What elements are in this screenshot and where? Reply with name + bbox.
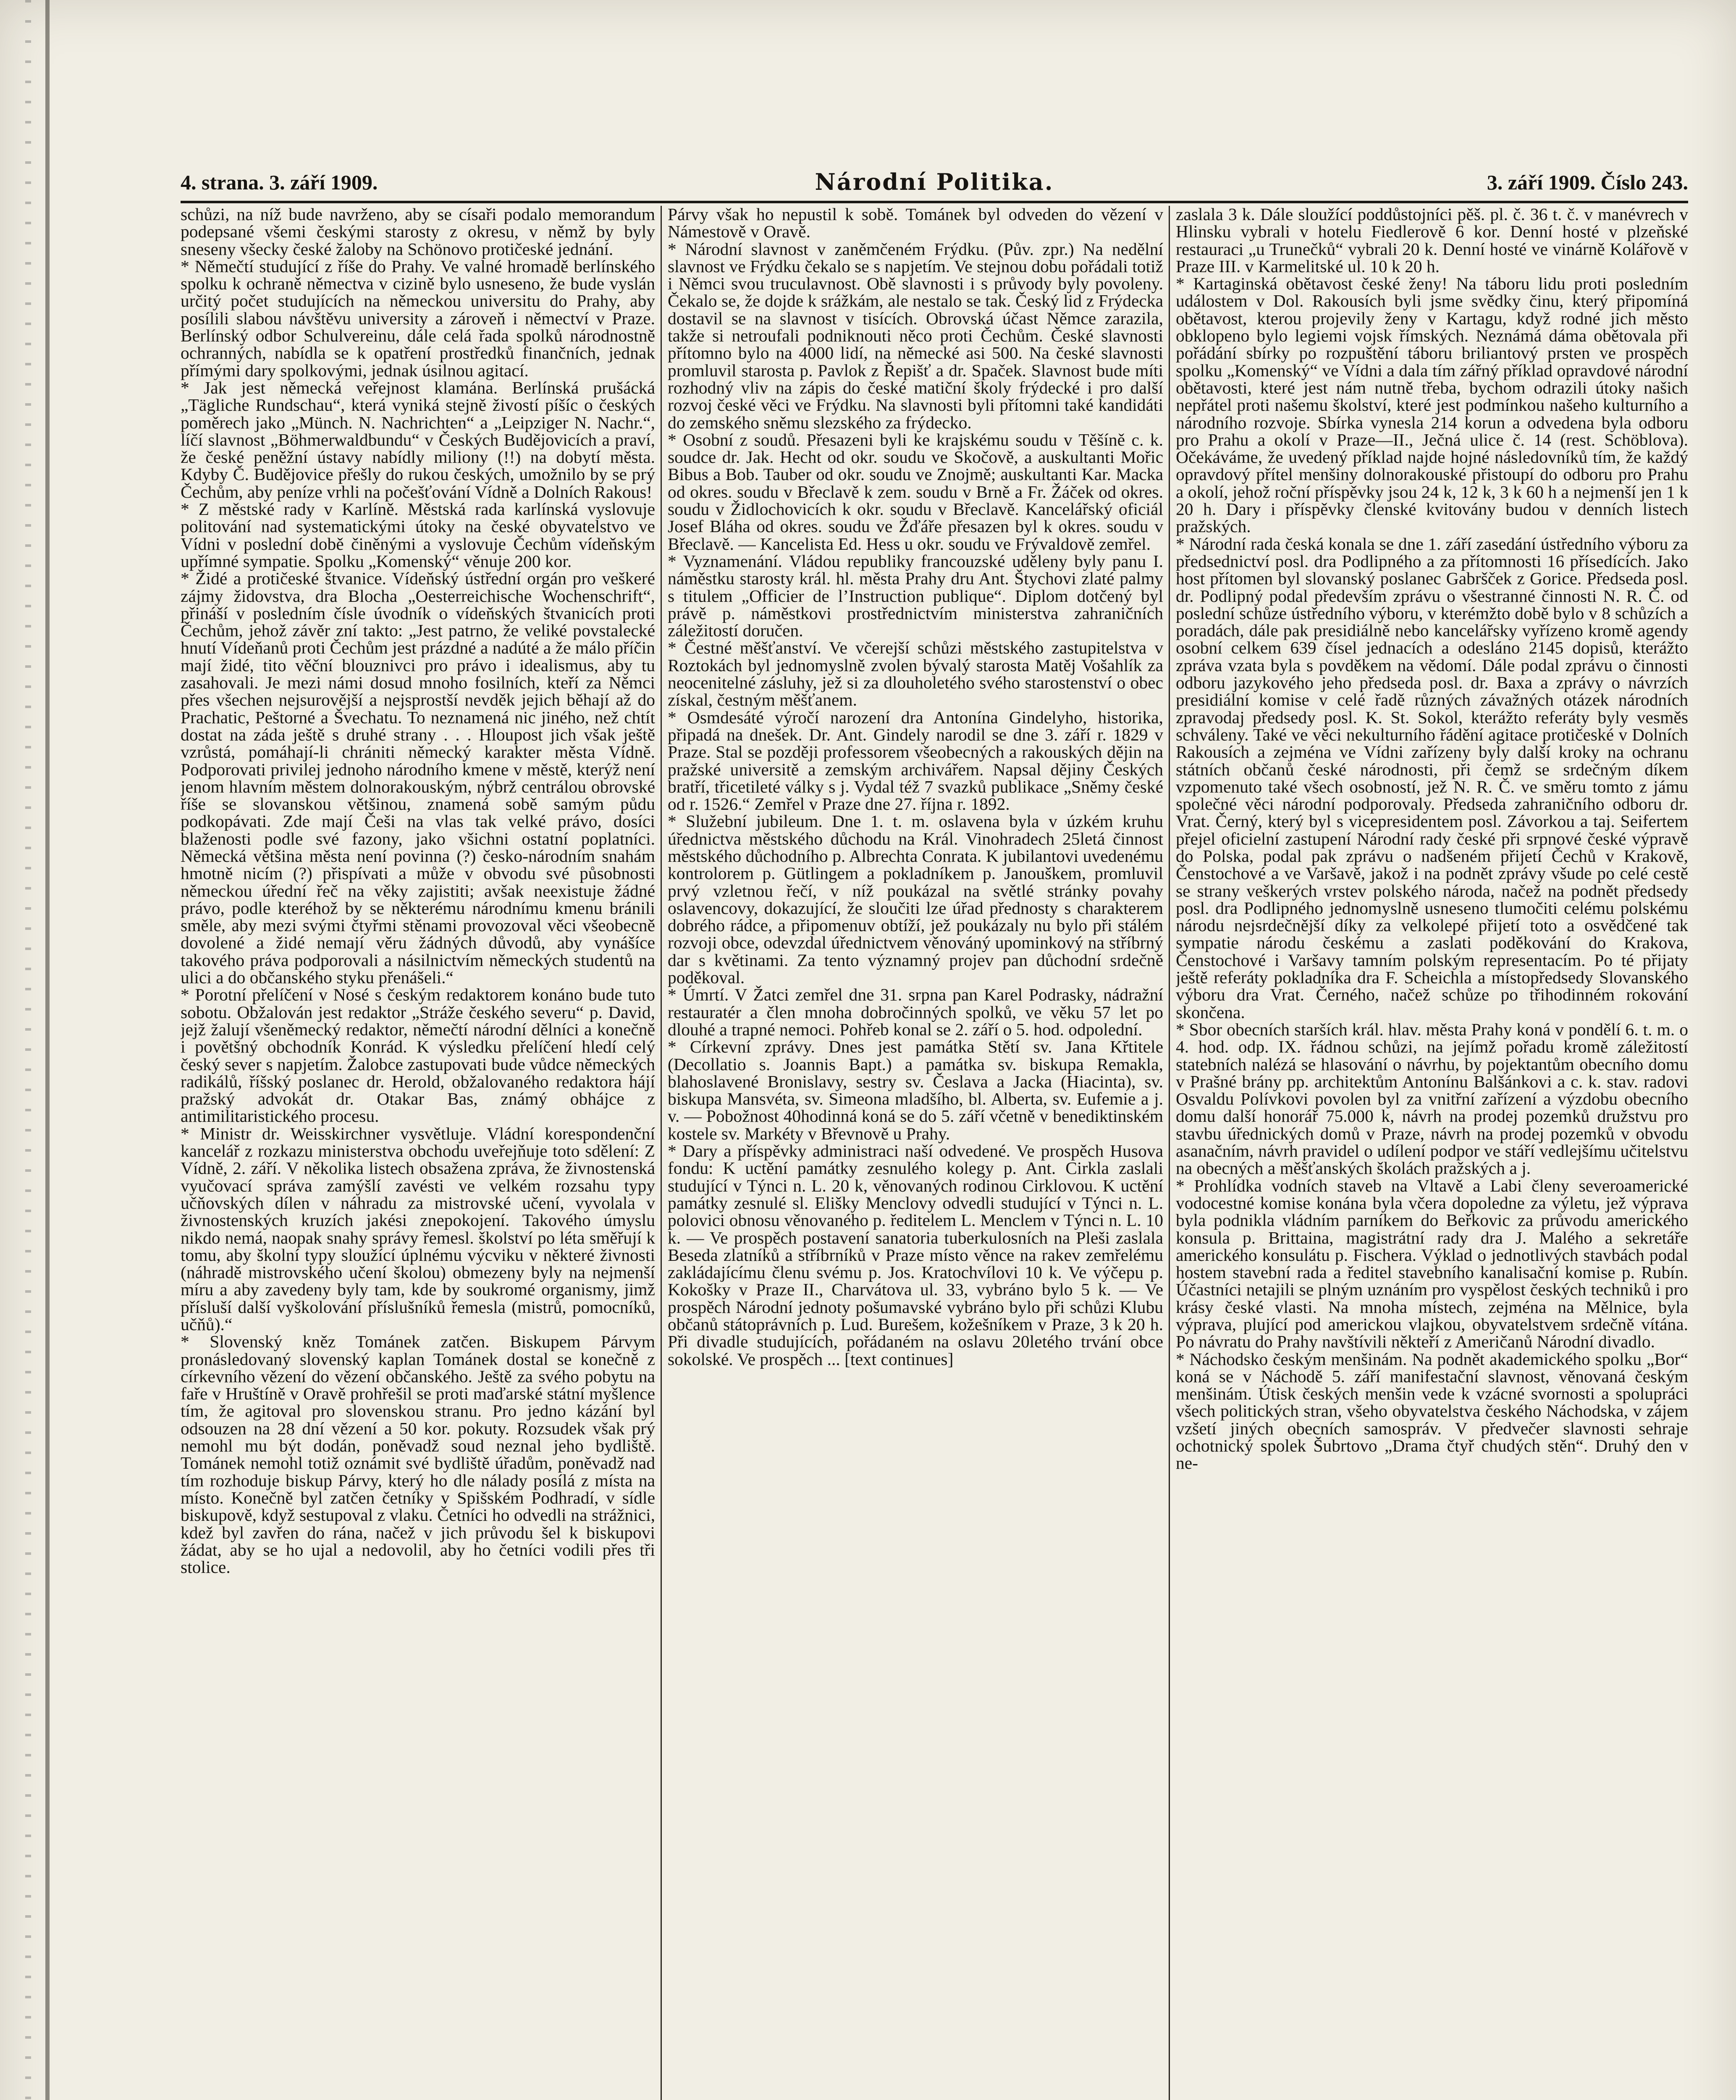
article-paragraph: * Služební jubileum. Dne 1. t. m. oslavena byla v úzkém kruhu úřednictva městského důchodu na Král. Vinohradech 25letá činnost městského důchodního p. Albrechta Conrata. K jubilantovi uvedenému kontrolorem p. Gütlingem a pokladníkem p. Janouškem, promluvil prvý vzletnou řečí, v níž poukázal na světlé stránky povahy oslavencovy, dokazující, že sloučiti lze úřad přednosty s charakterem dobrého rádce, a připomenuv obtíží, jež poukázaly nu bylo při stálém rozvoji obce, odevzdal úřednictvem věnováný upominkový na stříbrný dar s květinami. Za tento významný projev pan důchodní srdečně poděkoval. [668,811,1163,987]
header-rule [181,201,1688,203]
article-paragraph: * Vyznamenání. Vládou republiky francouzské uděleny byly panu I. náměstku starosty král. hl. města Prahy dru Ant. Štychovi zlaté palmy s titulem „Officier de l’Instruction publique“. Diplom dotčený byl právě p. náměstkovi prostřednictvím ministerstva zahraničních záležitostí doručen. [668,551,1163,640]
article-paragraph: * Osmdesáté výročí narození dra Antonína Gindelyho, historika, připadá na dnešek. Dr. Ant. Gindely narodil se dne 3. září r. 1829 v Praze. Stal se později professorem všeobecných a rakouských dějin na pražské universitě a zemským archivářem. Napsal dějiny Českých bratří, třicetileté války s j. Vydal též 7 svazků publikace „Sněmy české od r. 1526.“ Zemřel v Praze dne 27. října r. 1892. [668,707,1163,814]
article-paragraph: * Úmrtí. V Žatci zemřel dne 31. srpna pan Karel Podrasky, nádražní restauratér a člen mnoha dobročinných spolků, ve věku 57 let po dlouhé a trapné nemoci. Pohřeb konal se 2. září o 5. hod. odpolední. [668,985,1163,1039]
article-paragraph: * Židé a protičeské štvanice. Vídeňský ústřední orgán pro veškeré zájmy židovstva, dra Blocha „Oesterreichische Wochenschrift“, přináší v posledním čísle úvodník o vídeňských štvanicích proti Čechům, jehož závěr zní takto: „Jest patrno, že veliké povstalecké hnutí Vídeňanů proti Čechům jest prázdné a nadúté a že málo příčin mají židé, tito věční blouznivci pro právo i idealismus, aby tu zasahovali. Je mezi námi dosud mnoho fosilních, kteří za Němci přes všechen nejsurovější a nejsprostší nevděk jejich běhají až do Prachatic, Peštorné a Švechatu. To neznamená nic jiného, než chtít dostat na záda ještě s druhé strany . . . Hloupost jich však ještě vzrůstá, pomáhají-li chrániti německý karakter města Vídně. Podporovati privilej jednoho národního kmene v městě, kterýž není jenom hlavním městem dolnorakouským, nýbrž centrálou obrovské říše se slovanskou většinou, znamená sobě samým půdu podkopávati. Zde mají Češi na vlas tak velké právo, dosíci blaženosti podle své fazony, jako všichni ostatní poplatníci. Německá většina města není povinna (?) česko-národním snahám hmotně nicím (?) přispívati a může v obvodu své působnosti německou úřední řeč na věky zajistiti; avšak neexistuje žádné právo, podle kteréhož by se některému národnímu kmenu bránili směle, aby mezi svými čtyřmi stěnami provozoval věci všeobecně dovolené a židé nemají věru žádných důvodů, aby vynášíce takového práva podporovali a násilnictvím německých studentů na ulici a do občanského styku přenášeli.“ [181,569,655,987]
article-paragraph: * Ministr dr. Weisskirchner vysvětluje. Vládní korespondenční kancelář z rozkazu ministerstva obchodu uveřejňuje toto sdělení: Z Vídně, 2. září. V několika listech obsažena zpráva, že živnostenská vyučovací správa zamýšlí zavésti ve velkém rozsahu typy učňovských dílen v náhradu za mistrovské učení, vyvolala v živnostenských kruzích jakési znepokojení. Takového úmyslu nikdo nemá, naopak snahy správy řemesl. školství po léta směřují k tomu, aby školní typy sloužící úplnému výcviku v některé živnosti (náhradě mistrovského učení školou) obmezeny byly na nejmenší míru a aby zavedeny byly tam, kde by soukromé organismy, jimž přísluší další vyškolování příslušníků řemesla (mistrů, pomocníků, učňů).“ [181,1124,655,1334]
header-issue: 3. září 1909. Číslo 243. [1487,171,1688,194]
article-paragraph: * Čestné měšťanství. Ve včerejší schůzi městského zastupitelstva v Roztokách byl jednomyslně zvolen bývalý starosta Matěj Vošahlík za neocenitelné zásluhy, jež si za dlouholetého svého starostenství o obec získal, čestným měšťanem. [668,638,1163,710]
column-divider [1169,206,1170,2100]
binding-edge [45,0,50,2100]
newspaper-title: Národní Politika. [815,168,1054,195]
header-page-date: 4. strana. 3. září 1909. [181,171,378,194]
article-paragraph: Párvy však ho nepustil k sobě. Tománek byl odveden do vězení v Námestově v Oravě. [668,206,1163,242]
column-3 [1176,206,1688,2100]
page-header [181,170,1688,200]
binding-perforation [25,0,31,2100]
article-paragraph: zaslala 3 k. Dále sloužící poddůstojníci pěš. pl. č. 36 t. č. v manévrech v Hlinsku vybrali v hotelu Fiedlerově 6 kor. Denní hosté v plzeňské restauraci „u Trunečků“ vybrali 20 k. Denní hosté ve vinárně Kolářově v Praze III. v Karmelitské ul. 10 k 20 h. [1176,206,1688,276]
article-paragraph: * Jak jest německá veřejnost klamána. Berlínská prušácká „Tägliche Rundschau“, která vyniká stejně živostí píšíc o českých poměrech jako „Münch. N. Nachrichten“ a „Leipziger N. Nachr.“, líčí slavnost „Böhmerwaldbundu“ v Českých Budějovicích a praví, že české peněžní ústavy nabídly miliony (!!) na dobytí města. Kdyby Č. Budějovice přešly do rukou českých, umožnilo by se prý Čechům, aby peníze vrhli na počešťování Vídně a Dolních Rakous! [181,378,655,501]
article-paragraph: * Kartaginská obětavost české ženy! Na táboru lidu proti posledním událostem v Dol. Rakousích byli jsme svědky činu, který připomíná obětavost, kterou projevily ženy v Kartagu, když rodné jich město obklopeno bylo legiemi vojsk římských. Neznámá dáma obětovala při pořádání sbírky po rozpuštění táboru briliantový prsten ve prospěch spolku „Komenský“ ve Vídni a dala tím zářný příklad opravdové národní obětavosti, které jest nám nutně třeba, bychom odrazili útoky našich nepřátel proti našemu školství, které jest podmínkou našeho kulturního a národního rozvoje. Sbírka vynesla 214 korun a odvedena byla odboru pro Prahu a okolí v Praze—II., Ječná ulice č. 14 (rest. Schöblova). Očekáváme, že uvedený příklad najde hojné následovníků tím, že každý opravdový přítel menšiny dolnorakouské přistoupí do odboru pro Prahu a okolí, jehož roční příspěvky jsou 24 k, 12 k, 3 k 60 h a nejmenší jen 1 k 20 h. Dary i příspěvky členské kvitovány budou v denních listech pražských. [1176,274,1688,536]
column-2 [668,206,1163,2100]
article-paragraph: * Náchodsko českým menšinám. Na podnět akademického spolku „Bor“ koná se v Náchodě 5. září manifestační slavnost, věnovaná českým menšinám. Útisk českých menšin vede k vzácné svornosti a spolupráci všech politických stran, všeho obyvatelstva českého Náchodska, v zájem vzšetí jiných obecních samospráv. V předvečer slavnosti sehraje ochotnický spolek Šubrtovo „Drama čtyř chudých stěn“. Druhý den v ne- [1176,1349,1688,1473]
article-paragraph: schůzi, na níž bude navrženo, aby se císaři podalo memorandum podepsané všemi českými starosty z okresu, v němž by byly sneseny všecky české žaloby na Schönovo protičeské jednání. [181,206,655,259]
article-paragraph: * Národní rada česká konala se dne 1. září zasedání ústředního výboru za předsednictví posl. dra Podlipného a za přítomnosti 16 přísedících. Jako host přítomen byl slovanský poslanec Gabršček z Gorice. Předseda posl. dr. Podlipný podal především zprávu o všestranné činnosti N. R. Č. od poslední schůze ústředního výboru, v kterémžto době bylo v 8 schůzích a poradách, dále pak presidiálně nebo kancelářsky vyřízeno kromě agendy osobní celkem 639 čísel jednacích a odesláno 2145 dopisů, kterážto zpráva vzata byla s povděkem na vědomí. Dále podal zprávu o činnosti odboru jazykového jeho předseda posl. dr. Baxa a zprávy o návrzích presidiální komise v celé řadě různých závažných otázek národních zpravodaj předsedy posl. K. St. Sokol, kterážto referáty byly vesměs schváleny. Také ve věci nekulturního řádění agitace protičeské v Dolních Rakousích a zejména ve Vídni zařízeny byly další kroky na ochranu státních občanů české národnosti, při čemž se srdečným díkem vzpomenuto také všech osobností, jež N. R. Č. ve směru tomto z jámu společné věci národní podporovaly. Předseda zahraničního odboru dr. Vrat. Černý, který byl s vicepresidentem posl. Závorkou a taj. Seifertem přejel oficielní zastupení Národní rady české při srpnové české výpravě do Polska, podal pak zprávu o nadšeném přijetí Čechů v Krakově, Čenstochové a ve Varšavě, jakož i na podnět zprávy všude po celé cestě se strany veškerých vrstev polského národa, načež na podnět předsedy posl. dra Podlipného jednomyslně usneseno tlumočiti celému polskému národu nejsrdečnější díky za velkolepé přijetí toto a osvědčené tak sympatie národu českému a zaslati poděkování do Krakova, Čenstochové i Varšavy tamním polským representacím. Po té přijaty ještě referáty pokladníka dra F. Scheichla a místopředsedy Slovanského výboru dra Vrat. Černého, načež schůze po třihodinném rokování skončena. [1176,534,1688,1022]
article-paragraph: * Dary a příspěvky administraci naší odvedené. Ve prospěch Husova fondu: K uctění památky zesnulého kolegy p. Ant. Cirkla zaslali studující v Týnci n. L. 20 k, věnovaných rodinou Cirklovou. K uctění památky zesnulé sl. Elišky Menclovy odvedli studující v Týnci n. L. polovici obnosu věnovaného p. ředitelem L. Menclem v Týnci n. L. 10 k. — Ve prospěch postavení sanatoria tuberkulosních na Pleši zaslala Beseda zlatníků a stříbrníků v Praze místo věnce na rakev zemřelému zakládajícímu členu svému p. Jos. Kratochvílovi 10 k. Ve výčepu p. Kokošky v Praze II., Charvátova ul. 33, vybráno bylo 5 k. — Ve prospěch Národní jednoty pošumavské vybráno bylo při schůzi Klubu občanů státoprávních p. Lud. Burešem, kožešníkem v Praze, 3 k 20 h. Při divadle studujících, pořádaném na oslavu 20letého trvání obce sokolské. Ve prospěch ... [text continues] [668,1141,1163,1369]
article-paragraph: * Němečtí studující z říše do Prahy. Ve valné hromadě berlínského spolku k ochraně němectva v cizině bylo usneseno, že bude vyslán určitý počet studujících na německou universitu do Prahy, aby posílili slabou návštěvu university a zároveň i němectví v Praze. Berlínský odbor Schulvereinu, dále celá řada spolků národnostně ochranných, nabídla se k opatření prostředků finančních, jednak přímými dary spolkovými, jednak úsilnou agitací. [181,256,655,380]
article-paragraph: * Z městské rady v Karlíně. Městská rada karlínská vyslovuje politování nad systematickými útoky na české obyvatelstvo ve Vídni v poslední době činěnými a vyslovuje Čechům vídeňským upřímné sympatie. Spolku „Komenský“ věnuje 200 kor. [181,499,655,571]
column-1 [181,206,655,2100]
article-paragraph: * Osobní z soudů. Přesazeni byli ke krajskému soudu v Těšíně c. k. soudce dr. Jak. Hecht od okr. soudu ve Skočově, a auskultanti Mořic Bibus a Bob. Tauber od okr. soudu ve Znojmě; auskultanti Kar. Macka od okres. soudu v Břeclavě k zem. soudu v Brně a Fr. Žáček od okres. soudu v Židlochovicích k okr. soudu v Břeclavě. Kancelářský oficiál Josef Bláha od okres. soudu ve Žďáře přesazen byl k okres. soudu v Břeclavě. — Kancelista Ed. Hess u okr. soudu ve Frývaldově zemřel. [668,430,1163,554]
article-paragraph: * Porotní přelíčení v Nosé s českým redaktorem konáno bude tuto sobotu. Obžalován jest redaktor „Stráže českého severu“ p. David, jejž žalují všeněmecký redaktor, němečtí národní dělníci a konečně i povětšný obchodník Konrád. K výsledku přelíčení hledí celý český sever s napjetím. Žalobce zastupovati bude vůdce německých radikálů, říšský poslanec dr. Herold, obžalovaného redaktora hájí pražský advokát dr. Otakar Bas, známý obhájce z antimilitaristického procesu. [181,985,655,1126]
article-paragraph: * Národní slavnost v zaněmčeném Frýdku. (Pův. zpr.) Na nedělní slavnost ve Frýdku čekalo se s napjetím. Ve stejnou dobu pořádali totiž i Němci svou truculavnost. Obě slavnosti i s průvody byly povoleny. Čekalo se, že dojde k srážkám, ale nestalo se tak. Český lid z Frýdecka dostavil se na slavnost v tisících. Obrovská účast Němce zarazila, takže si netroufali podniknouti něco proti Čechům. České slavnosti přítomno bylo na 4000 lidí, na německé asi 500. Na české slavnosti promluvil starosta p. Pavlok z Řepišť a dr. Spaček. Slavnost bude míti rozhodný vliv na zápis do české matiční školy frýdecké i pro další rozvoj české věci ve Frýdku. Na slavnosti byli přítomni také kandidáti do zemského sněmu slezského za frýdecko. [668,239,1163,432]
article-paragraph: * Sbor obecních starších král. hlav. města Prahy koná v pondělí 6. t. m. o 4. hod. odp. IX. řádnou schůzi, na jejímž pořadu kromě záležitostí statebních nalézá se hlasování o návrhu, by pojektantům obecního domu v Prašné brány pp. architektům Antonínu Balšánkovi a c. k. stav. radovi Osvaldu Polívkovi povolen byl za vnitřní zařízení a výzdobu obecního domu další honorář 75.000 k, návrh na prodej pozemků družstvu pro stavbu úřednických domů v Praze, návrh na prodej pozemků v obvodu asanačním, návrh pravidel o udílení podpor ve stáří vedlejšímu učitelstvu na obecných a měšťanských školách pražských a j. [1176,1019,1688,1178]
article-paragraph: * Církevní zprávy. Dnes jest památka Stětí sv. Jana Křtitele (Decollatio s. Joannis Bapt.) a památka sv. biskupa Remakla, blahoslavené Bronislavy, sestry sv. Česlava a Jacka (Hiacinta), sv. biskupa Mansvéta, sv. Simeona mladšího, bl. Alberta, sv. Eufemie a j. v. — Pobožnost 40hodinná koná se do 5. září včetně v benediktinském kostele sv. Markéty v Břevnově u Prahy. [668,1037,1163,1143]
article-paragraph: * Prohlídka vodních staveb na Vltavě a Labi členy severoamerické vodocestné komise konána byla včera dopoledne za výletu, jež výprava byla podnikla vládním parníkem do Beřkovic za průvodu amerického konsula p. Brittaina, magistrátní rady dra J. Malého a sekretáře amerického konsulátu p. Fischera. Výklad o jednotlivých stavbách podal hostem stavební rada a ředitel stavebního kanalisační komise p. Rubín. Účastníci netajili se plným uznáním pro vyspělost českých techniků i pro krásy české vlasti. Na mnoha místech, zejména na Mělnice, byla výprava, plující pod americkou vlajkou, obyvatelstvem srdečně vítána. Po návratu do Prahy navštívili někteří z Američanů Národní divadlo. [1176,1176,1688,1352]
column-divider [661,206,662,2100]
article-paragraph: * Slovenský kněz Tománek zatčen. Biskupem Párvym pronásledovaný slovenský kaplan Tománek dostal se konečně z církevního vězení do vězení občanského. Ještě za svého pobytu na faře v Hruštíně v Oravě prohřešil se proti maďarské státní myšlence tím, že agitoval pro slovenskou stranu. Pro jedno kázání byl odsouzen na 28 dní vězení a 50 kor. pokuty. Rozsudek však prý nemohl mu být dodán, poněvadž soud neznal jeho bydliště. Tománek nemohl totiž oznámit své bydliště úřadům, poněvadž nad tím rozhoduje biskup Párvy, který ho dle nálady posílá z místa na místo. Konečně byl zatčen četníky v Spišském Podhradí, v sídle biskupově, když sestupoval z vlaku. Četníci ho odvedli na strážnici, kdež byl zavřen do rána, načež v jich průvodu šel k biskupovi žádat, aby se ho ujal a nedovolil, aby ho četníci vodili přes tři stolice. [181,1332,655,1577]
